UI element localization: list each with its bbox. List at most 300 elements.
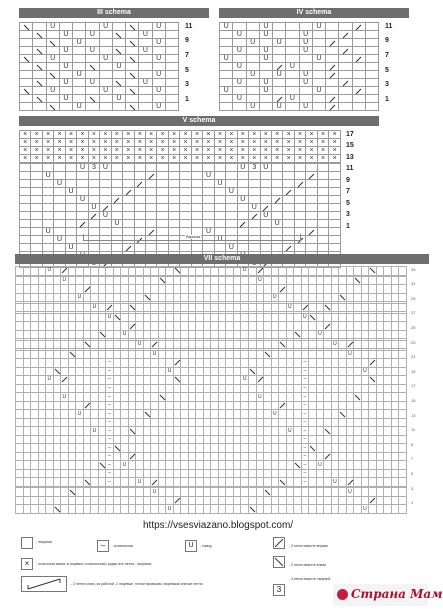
stitch-cell <box>106 303 114 312</box>
stitch-cell <box>16 367 24 376</box>
stitch-cell <box>248 267 256 276</box>
stitch-cell <box>188 350 196 359</box>
stitch-cell <box>112 71 125 79</box>
stitch-cell <box>226 220 237 228</box>
stitch-cell: × <box>294 131 305 139</box>
stitch-cell <box>113 435 121 444</box>
stitch-cell <box>339 322 347 331</box>
stitch-cell <box>16 427 24 436</box>
stitch-cell <box>283 196 294 204</box>
stitch-cell <box>31 461 39 470</box>
stitch-cell <box>42 204 53 212</box>
stitch-cell <box>211 340 219 349</box>
stitch-cell <box>324 452 332 461</box>
stitch-cell <box>53 367 61 376</box>
stitch-cell <box>391 461 399 470</box>
stitch-cell <box>180 244 191 252</box>
stitch-cell <box>165 79 178 87</box>
stitch-cell <box>376 384 384 393</box>
stitch-cell: × <box>203 155 214 163</box>
stitch-cell <box>83 303 91 312</box>
stitch-cell <box>136 276 144 285</box>
stitch-cell <box>286 31 299 39</box>
k2tog-icon <box>347 342 353 348</box>
stitch-cell <box>143 313 151 322</box>
stitch-cell <box>173 340 181 349</box>
stitch-cell <box>218 313 226 322</box>
stitch-cell <box>123 196 134 204</box>
stitch-cell <box>233 393 241 402</box>
k2tog-icon <box>107 305 113 311</box>
row-number: 5 <box>385 66 389 74</box>
stitch-cell <box>256 435 264 444</box>
stitch-cell <box>233 293 241 302</box>
stitch-cell <box>100 180 111 188</box>
stitch-cell <box>112 55 125 63</box>
stitch-cell <box>151 478 159 487</box>
stitch-cell <box>301 488 309 497</box>
ssk-icon <box>37 81 43 87</box>
stitch-cell <box>180 180 191 188</box>
stitch-cell <box>145 196 156 204</box>
stitch-cell <box>324 444 332 453</box>
stitch-cell <box>294 330 302 339</box>
stitch-cell <box>23 350 31 359</box>
ssk-icon <box>129 305 135 311</box>
stitch-cell <box>279 384 287 393</box>
stitch-cell <box>23 303 31 312</box>
stitch-cell <box>20 244 31 252</box>
k2tog-icon <box>370 498 376 504</box>
stitch-cell: – <box>301 427 309 436</box>
stitch-cell: U <box>312 87 325 95</box>
stitch-cell <box>157 220 168 228</box>
stitch-cell <box>331 285 339 294</box>
stitch-cell <box>180 212 191 220</box>
stitch-cell <box>346 401 354 410</box>
stitch-cell: U <box>65 188 76 196</box>
stitch-cell <box>68 418 76 427</box>
stitch-cell <box>391 384 399 393</box>
stitch-cell: × <box>88 155 99 163</box>
stitch-cell <box>31 469 39 478</box>
stitch-cell <box>46 488 54 497</box>
stitch-cell <box>98 418 106 427</box>
stitch-cell <box>399 488 407 497</box>
stitch-cell <box>214 204 225 212</box>
stitch-cell <box>361 435 369 444</box>
stitch-cell <box>151 452 159 461</box>
stitch-cell <box>23 376 31 385</box>
stitch-cell <box>46 401 54 410</box>
stitch-cell <box>61 469 69 478</box>
stitch-cell <box>53 340 61 349</box>
stitch-cell <box>339 303 347 312</box>
stitch-cell <box>98 293 106 302</box>
stitch-cell <box>241 340 249 349</box>
stitch-cell <box>91 367 99 376</box>
stitch-cell <box>306 164 317 172</box>
stitch-cell <box>264 496 272 505</box>
stitch-cell <box>121 340 129 349</box>
stitch-cell <box>271 461 279 470</box>
stitch-cell: – <box>106 461 114 470</box>
stitch-cell <box>309 418 317 427</box>
stitch-cell <box>165 87 178 95</box>
stitch-cell <box>339 410 347 419</box>
stitch-cell <box>126 103 139 111</box>
stitch-cell <box>279 276 287 285</box>
stitch-cell <box>91 313 99 322</box>
stitch-cell <box>279 322 287 331</box>
stitch-cell <box>294 276 302 285</box>
stitch-cell <box>196 478 204 487</box>
stitch-cell <box>316 376 324 385</box>
stitch-cell: U <box>312 55 325 63</box>
stitch-cell <box>100 244 111 252</box>
stitch-cell <box>121 410 129 419</box>
stitch-cell <box>286 469 294 478</box>
stitch-cell <box>329 228 341 236</box>
stitch-cell <box>316 359 324 368</box>
stitch-cell <box>23 359 31 368</box>
stitch-cell: U <box>86 31 99 39</box>
stitch-cell <box>279 401 287 410</box>
stitch-cell <box>264 322 272 331</box>
repeat-label: Raportas <box>186 235 201 239</box>
stitch-cell <box>317 244 328 252</box>
stitch-cell <box>248 410 256 419</box>
stitch-cell: × <box>283 147 294 155</box>
stitch-cell <box>391 418 399 427</box>
stitch-cell <box>286 103 299 111</box>
stitch-cell <box>384 330 392 339</box>
stitch-cell <box>59 87 72 95</box>
stitch-cell <box>191 180 202 188</box>
stitch-cell: × <box>249 139 260 147</box>
stitch-cell <box>376 410 384 419</box>
stitch-cell <box>365 103 378 111</box>
stitch-cell <box>196 418 204 427</box>
stitch-cell <box>294 359 302 368</box>
stitch-cell <box>53 285 61 294</box>
ssk-icon <box>310 445 316 451</box>
stitch-cell <box>83 435 91 444</box>
stitch-cell <box>191 164 202 172</box>
stitch-cell <box>196 505 204 514</box>
stitch-cell <box>158 444 166 453</box>
stitch-cell <box>324 410 332 419</box>
stitch-cell <box>346 267 354 276</box>
stitch-cell: × <box>42 155 53 163</box>
stitch-cell <box>286 505 294 514</box>
grid-row <box>220 71 379 79</box>
stitch-cell <box>128 478 136 487</box>
stitch-cell <box>181 452 189 461</box>
stitch-cell: U <box>237 196 248 204</box>
stitch-cell: × <box>168 139 179 147</box>
row-number: 9 <box>185 37 189 45</box>
stitch-cell <box>324 384 332 393</box>
stitch-cell <box>31 376 39 385</box>
stitch-cell <box>376 452 384 461</box>
stitch-cell: × <box>180 139 191 147</box>
stitch-cell <box>23 410 31 419</box>
stitch-cell <box>312 79 325 87</box>
stitch-cell: U <box>299 71 312 79</box>
stitch-cell <box>152 79 165 87</box>
stitch-cell <box>65 220 76 228</box>
stitch-cell <box>339 276 347 285</box>
stitch-cell <box>361 461 369 470</box>
stitch-cell <box>88 180 99 188</box>
k2tog-icon <box>129 323 135 329</box>
stitch-cell <box>361 444 369 453</box>
stitch-cell <box>173 452 181 461</box>
stitch-cell <box>54 212 65 220</box>
stitch-cell <box>376 267 384 276</box>
stitch-cell <box>339 330 347 339</box>
stitch-cell: × <box>226 147 237 155</box>
stitch-cell <box>203 488 211 497</box>
stitch-cell <box>165 31 178 39</box>
stitch-cell <box>121 322 129 331</box>
stitch-cell <box>329 244 341 252</box>
stitch-cell <box>248 469 256 478</box>
stitch-cell <box>316 401 324 410</box>
stitch-cell <box>128 461 136 470</box>
stitch-cell <box>316 384 324 393</box>
stitch-cell <box>273 63 286 71</box>
stitch-cell <box>54 228 65 236</box>
stitch-cell <box>126 47 139 55</box>
grid-row <box>16 384 407 393</box>
stitch-cell: × <box>123 131 134 139</box>
grid-row <box>220 87 379 95</box>
stitch-cell: × <box>317 147 328 155</box>
k2tog-icon <box>329 41 335 47</box>
stitch-cell <box>31 496 39 505</box>
stitch-cell <box>248 505 256 514</box>
stitch-cell <box>241 384 249 393</box>
stitch-cell <box>99 95 112 103</box>
stitch-cell: U <box>59 47 72 55</box>
stitch-cell <box>165 23 178 31</box>
stitch-cell <box>317 164 328 172</box>
stitch-cell <box>324 376 332 385</box>
stitch-cell <box>256 427 264 436</box>
stitch-cell <box>203 220 214 228</box>
stitch-cell <box>309 359 317 368</box>
stitch-cell <box>339 79 352 87</box>
stitch-cell <box>354 285 362 294</box>
stitch-cell <box>264 505 272 514</box>
stitch-cell <box>98 452 106 461</box>
stitch-cell <box>46 418 54 427</box>
stitch-cell <box>384 367 392 376</box>
stitch-cell <box>54 196 65 204</box>
stitch-cell: × <box>20 147 31 155</box>
grid-row <box>20 95 179 103</box>
stitch-cell <box>46 95 59 103</box>
stitch-cell <box>173 444 181 453</box>
stitch-cell <box>173 367 181 376</box>
stitch-cell <box>76 340 84 349</box>
stitch-cell <box>46 47 59 55</box>
stitch-cell <box>136 350 144 359</box>
stitch-cell: – <box>106 367 114 376</box>
stitch-cell <box>376 488 384 497</box>
stitch-cell <box>294 384 302 393</box>
stitch-cell: U <box>273 39 286 47</box>
stitch-cell <box>329 188 341 196</box>
stitch-cell <box>111 196 122 204</box>
row-number: 23 <box>411 339 416 345</box>
stitch-cell <box>369 418 377 427</box>
stitch-cell <box>399 418 407 427</box>
stitch-cell <box>38 488 46 497</box>
stitch-cell <box>46 505 54 514</box>
stitch-cell <box>158 488 166 497</box>
stitch-cell <box>271 435 279 444</box>
stitch-cell <box>181 267 189 276</box>
stitch-cell <box>391 285 399 294</box>
stitch-cell <box>226 376 234 385</box>
stitch-cell <box>316 488 324 497</box>
stitch-cell <box>306 244 317 252</box>
stitch-cell <box>264 401 272 410</box>
stitch-cell <box>271 322 279 331</box>
stitch-cell <box>91 384 99 393</box>
stitch-cell <box>352 95 365 103</box>
stitch-cell: – <box>301 410 309 419</box>
stitch-cell <box>249 220 260 228</box>
stitch-cell <box>248 303 256 312</box>
stitch-cell <box>180 196 191 204</box>
ssk-icon <box>265 352 271 358</box>
stitch-cell: × <box>191 155 202 163</box>
k2tog-icon <box>329 73 335 79</box>
stitch-cell: U <box>226 188 237 196</box>
row-number: 25 <box>411 325 416 331</box>
stitch-cell <box>139 39 152 47</box>
stitch-cell: U <box>246 103 259 111</box>
stitch-cell <box>16 461 24 470</box>
stitch-cell <box>98 367 106 376</box>
stitch-cell <box>136 376 144 385</box>
stitch-cell <box>294 401 302 410</box>
stitch-cell <box>173 330 181 339</box>
stitch-cell: × <box>111 155 122 163</box>
stitch-cell <box>16 276 24 285</box>
stitch-cell <box>294 293 302 302</box>
stitch-cell <box>294 212 305 220</box>
stitch-cell: × <box>100 155 111 163</box>
stitch-cell <box>376 330 384 339</box>
stitch-cell <box>294 196 305 204</box>
stitch-cell: U <box>59 79 72 87</box>
stitch-cell <box>361 452 369 461</box>
stitch-cell <box>346 376 354 385</box>
stitch-cell <box>211 276 219 285</box>
stitch-cell <box>316 293 324 302</box>
stitch-cell <box>211 376 219 385</box>
stitch-cell <box>151 267 159 276</box>
stitch-cell <box>203 164 214 172</box>
stitch-cell <box>166 488 174 497</box>
stitch-cell: – <box>301 478 309 487</box>
stitch-cell <box>136 359 144 368</box>
row-number: 7 <box>346 188 350 196</box>
stitch-cell: × <box>271 147 282 155</box>
k2tog-icon <box>62 377 68 383</box>
stitch-cell <box>384 322 392 331</box>
stitch-cell: U <box>59 31 72 39</box>
stitch-cell <box>31 350 39 359</box>
k2tog-icon <box>240 222 246 228</box>
stitch-cell <box>86 23 99 31</box>
ssk-icon <box>90 97 96 103</box>
stitch-cell: – <box>301 401 309 410</box>
stitch-cell <box>16 384 24 393</box>
stitch-cell <box>376 376 384 385</box>
stitch-cell <box>361 376 369 385</box>
stitch-cell <box>361 418 369 427</box>
stitch-cell <box>384 435 392 444</box>
k2tog-icon <box>343 33 349 39</box>
stitch-cell <box>83 313 91 322</box>
stitch-cell <box>31 220 42 228</box>
stitch-cell <box>369 293 377 302</box>
ssk-icon <box>23 57 29 63</box>
stitch-cell: × <box>65 155 76 163</box>
stitch-cell <box>399 313 407 322</box>
stitch-cell: – <box>301 367 309 376</box>
stitch-cell <box>121 478 129 487</box>
row-number: 1 <box>411 500 414 506</box>
stitch-cell <box>324 350 332 359</box>
stitch-cell: U <box>226 244 237 252</box>
ssk-icon <box>129 428 135 434</box>
stitch-cell <box>301 350 309 359</box>
stitch-cell <box>218 376 226 385</box>
stitch-cell <box>68 285 76 294</box>
stitch-cell <box>233 435 241 444</box>
grid-row <box>16 376 407 385</box>
stitch-cell <box>294 376 302 385</box>
stitch-cell: U <box>73 39 86 47</box>
stitch-cell <box>91 340 99 349</box>
stitch-cell <box>68 401 76 410</box>
stitch-cell <box>326 87 339 95</box>
stitch-cell <box>203 204 214 212</box>
stitch-cell <box>203 496 211 505</box>
k2tog-icon <box>302 305 308 311</box>
stitch-cell <box>339 313 347 322</box>
stitch-cell <box>361 313 369 322</box>
stitch-cell <box>286 79 299 87</box>
stitch-cell <box>346 359 354 368</box>
ssk-icon <box>144 295 150 301</box>
stitch-cell <box>188 276 196 285</box>
stitch-cell <box>76 359 84 368</box>
stitch-cell <box>256 285 264 294</box>
stitch-cell <box>143 488 151 497</box>
stitch-cell: 3 <box>249 164 260 172</box>
ssk-icon <box>99 462 105 468</box>
stitch-cell <box>329 180 341 188</box>
stitch-cell <box>203 313 211 322</box>
